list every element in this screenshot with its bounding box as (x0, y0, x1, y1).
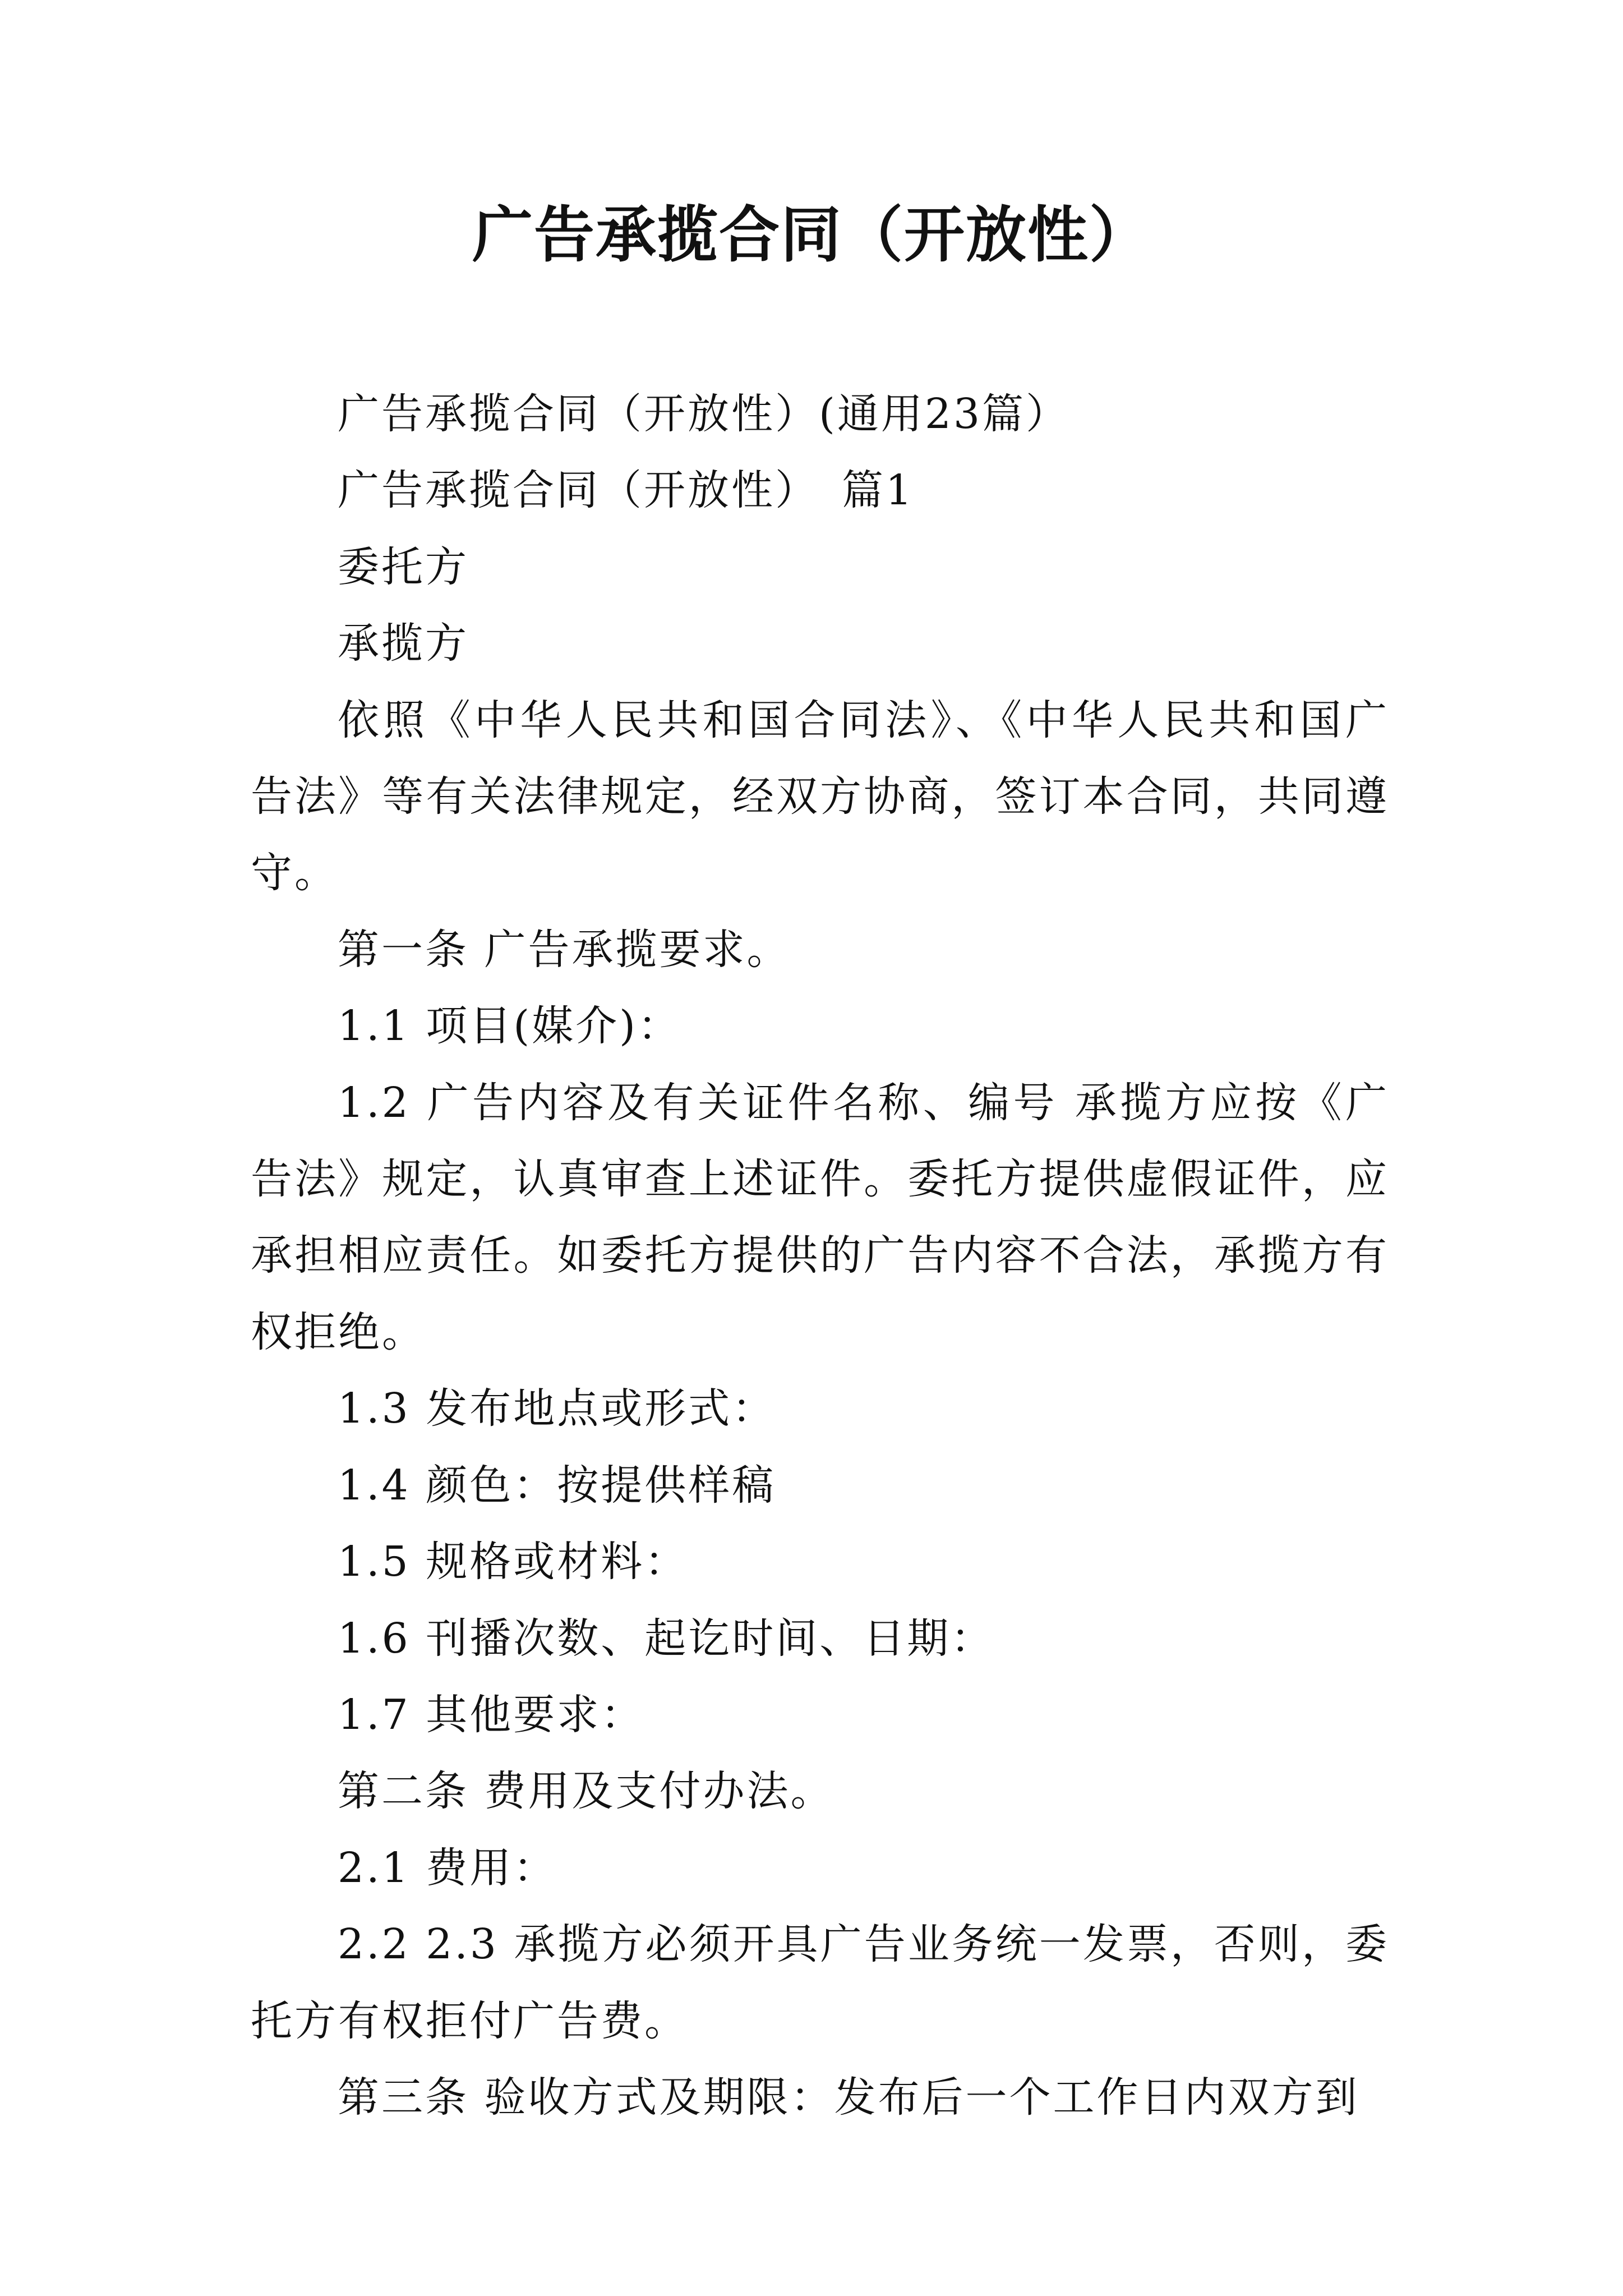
paragraph-legal-basis: 依照《中华人民共和国合同法》、《中华人民共和国广告法》等有关法律规定，经双方协商，签订本合同，共同遵守。 (251, 696, 1389, 898)
paragraph-article-2: 第二条 费用及支付办法。 (338, 1767, 834, 1816)
paragraph-collection-title: 广告承揽合同（开放性）(通用23篇） (338, 390, 1070, 438)
document-body (251, 376, 1389, 2136)
paragraph-item-1-1: 1.1 项目(媒介)： (338, 1002, 681, 1051)
paragraph-contractor-party: 承揽方 (338, 619, 469, 668)
paragraph-item-1-3: 1.3 发布地点或形式： (338, 1384, 776, 1433)
paragraph-item-1-4: 1.4 颜色：按提供样稿 (338, 1461, 776, 1510)
document-title: 广告承揽合同（开放性） (472, 200, 1151, 270)
paragraph-item-2-1: 2.1 费用： (338, 1843, 557, 1892)
paragraph-article-3: 第三条 验收方式及期限：发布后一个工作日内双方到 (338, 2073, 1359, 2122)
paragraph-item-2-2: 2.2 2.3 承揽方必须开具广告业务统一发票，否则，委托方有权拒付广告费。 (251, 1920, 1389, 2045)
paragraph-item-1-6: 1.6 刊播次数、起讫时间、日期： (338, 1614, 995, 1663)
paragraph-client-party: 委托方 (338, 542, 469, 591)
paragraph-item-1-2: 1.2 广告内容及有关证件名称、编号 承揽方应按《广告法》规定，认真审查上述证件。委托方提供虚假证件，应承担相应责任。如委托方提供的广告内容不合法，承揽方有权拒绝。 (251, 1078, 1389, 1356)
paragraph-article-heading: 广告承揽合同（开放性） 篇1 (338, 466, 915, 515)
paragraph-article-1: 第一条 广告承揽要求。 (338, 925, 791, 974)
paragraph-item-1-5: 1.5 规格或材料： (338, 1538, 689, 1586)
paragraph-item-1-7: 1.7 其他要求： (338, 1690, 645, 1739)
